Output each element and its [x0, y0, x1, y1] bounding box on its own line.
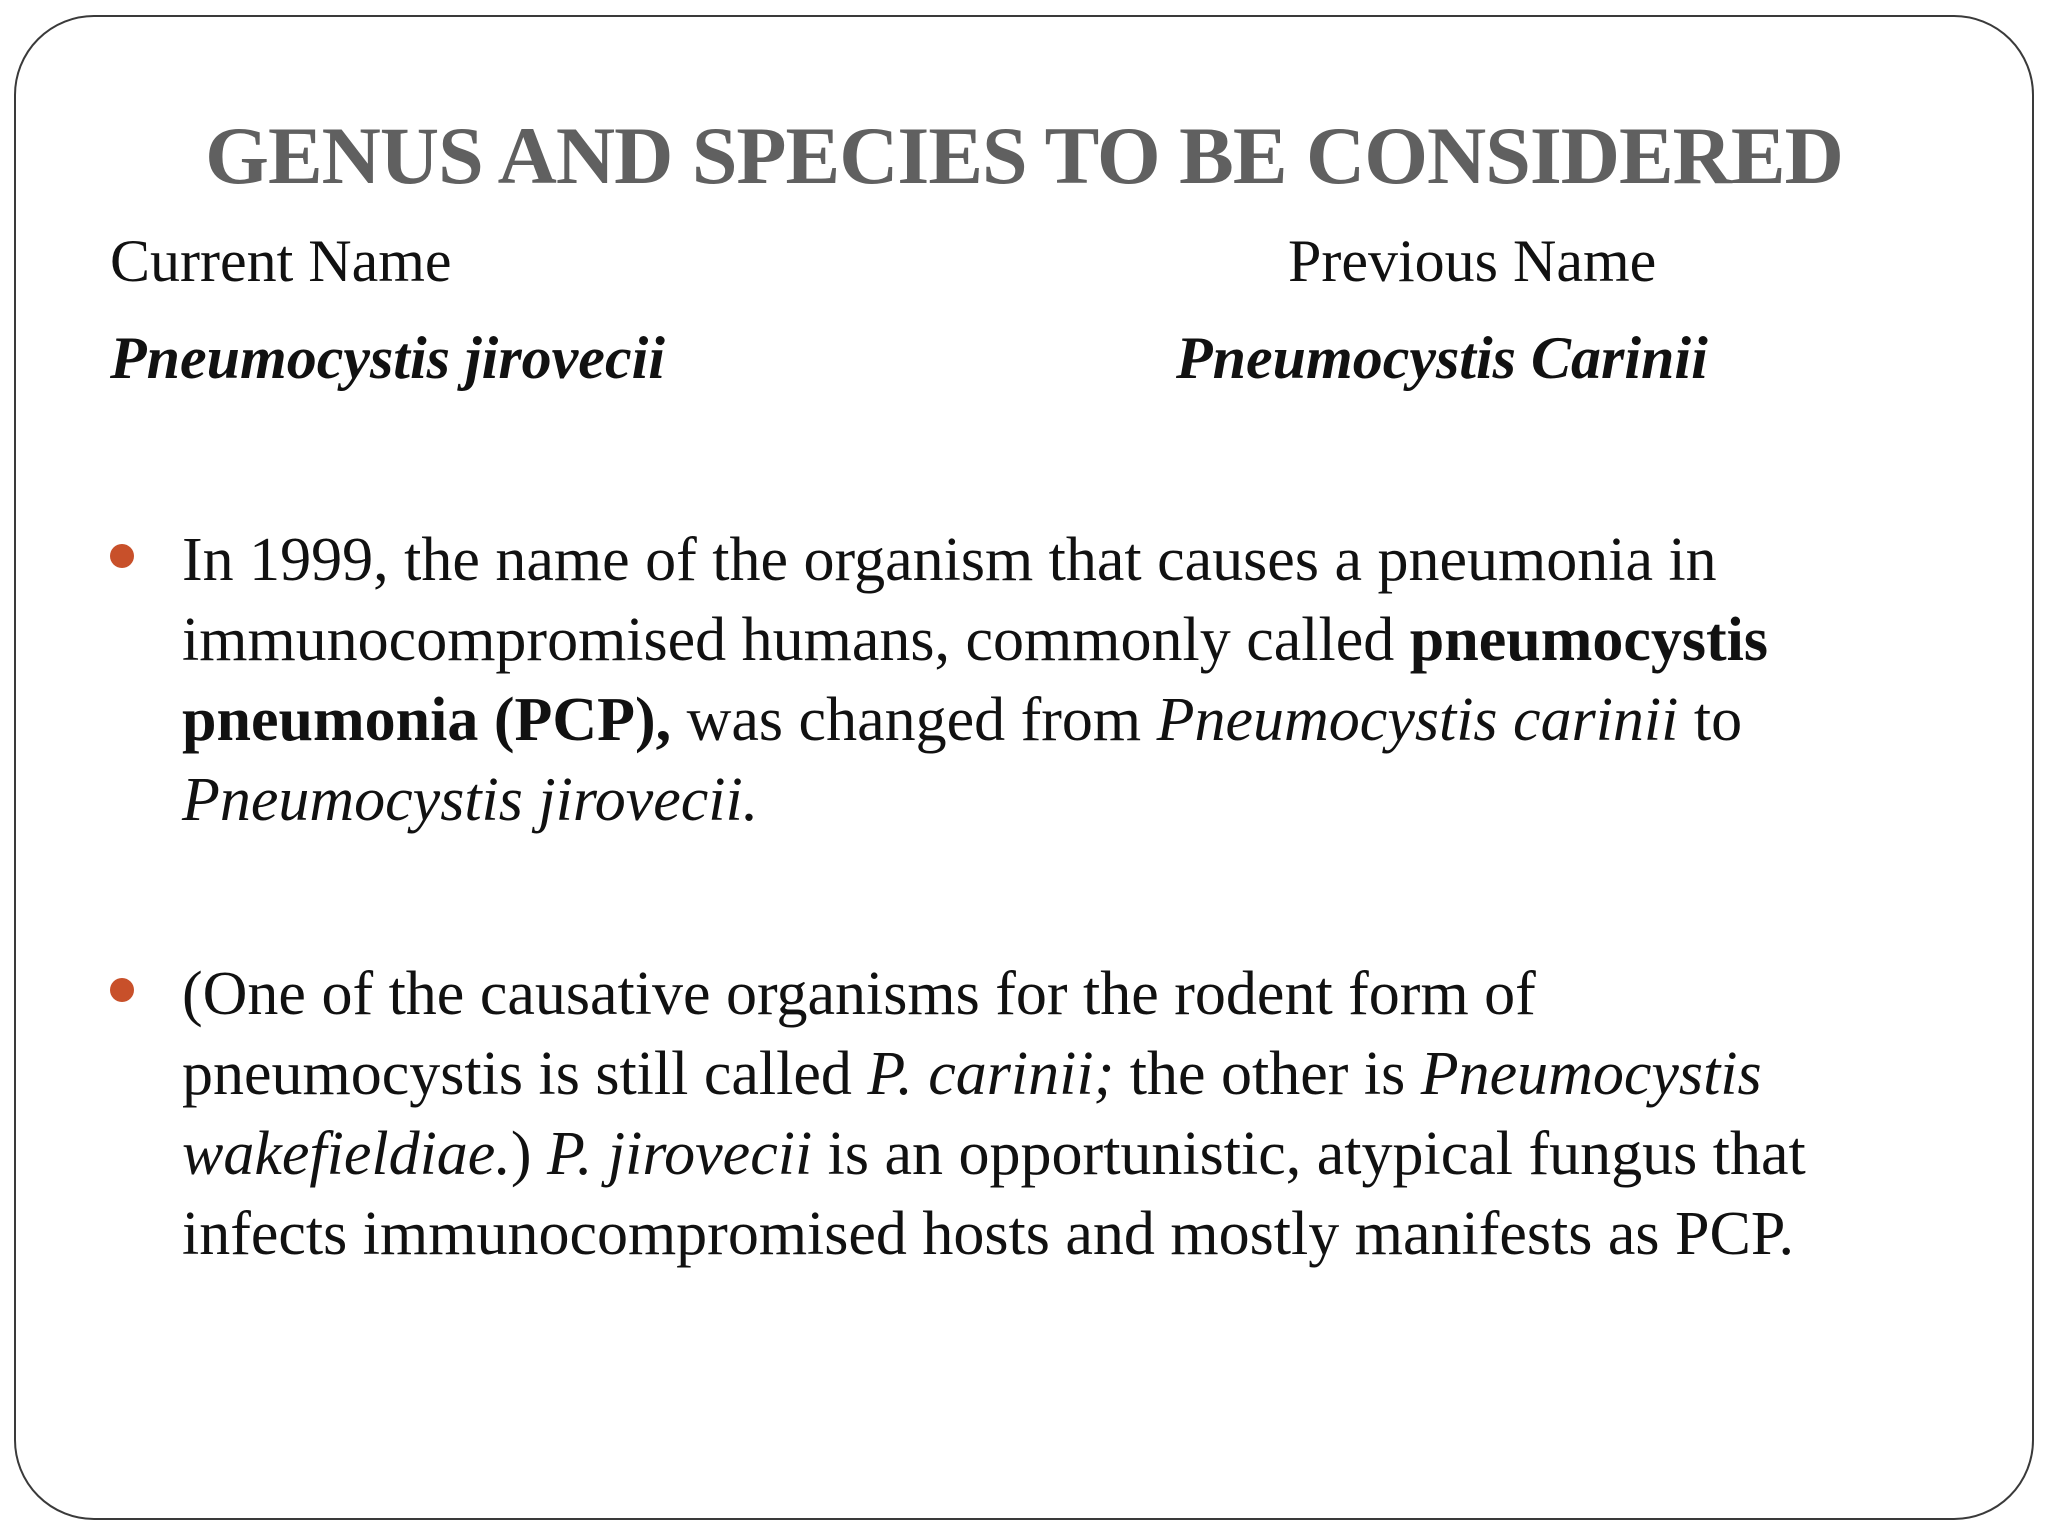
- slide-title: GENUS AND SPECIES TO BE CONSIDERED: [205, 110, 1843, 201]
- text-run: (One of the causative organisms for the rodent form of: [182, 960, 1536, 1028]
- bullet-line: [182, 954, 1962, 1034]
- italic-term: P. carinii;: [867, 1040, 1115, 1108]
- bullet-dot-icon: [110, 544, 134, 568]
- text-run: the other is: [1114, 1040, 1421, 1108]
- text-run: ): [510, 1120, 547, 1188]
- slide: [14, 15, 2034, 1520]
- bullet-line: [182, 1034, 1962, 1114]
- current-species-name: Pneumocystis jirovecii: [110, 325, 665, 391]
- previous-name-label: Previous Name: [1288, 228, 1657, 294]
- bullet-line: [182, 600, 1962, 680]
- bullet-line: [182, 1114, 1962, 1194]
- italic-term: Pneumocystis jirovecii.: [182, 766, 759, 834]
- text-run: infects immunocompromised hosts and mostly manifests as PCP.: [182, 1200, 1794, 1268]
- bullet-dot-icon: [110, 978, 134, 1002]
- text-run: In 1999, the name of the organism that causes a pneumonia in: [182, 526, 1717, 594]
- bullet-text: [182, 954, 1962, 1274]
- previous-species-name: Pneumocystis Carinii: [1176, 325, 1708, 391]
- text-run: pneumocystis is still called: [182, 1040, 868, 1108]
- italic-term: wakefieldiae.: [182, 1120, 511, 1188]
- bullet-line: [182, 760, 1962, 840]
- text-run: immunocompromised humans, commonly called: [182, 606, 1410, 674]
- current-name-label: Current Name: [110, 228, 452, 294]
- text-run: to: [1678, 686, 1743, 754]
- text-run: is an opportunistic, atypical fungus that: [812, 1120, 1806, 1188]
- bold-term: pneumocystis: [1409, 606, 1769, 674]
- bullet-line: [182, 520, 1962, 600]
- bold-term: pneumonia (PCP),: [182, 686, 672, 754]
- bullet-text: [182, 520, 1962, 840]
- italic-term: Pneumocystis: [1420, 1040, 1762, 1108]
- text-run: was changed from: [671, 686, 1157, 754]
- italic-term: P. jirovecii: [547, 1120, 813, 1188]
- italic-term: Pneumocystis carinii: [1156, 686, 1679, 754]
- bullet-line: [182, 1194, 1962, 1274]
- bullet-line: [182, 680, 1962, 760]
